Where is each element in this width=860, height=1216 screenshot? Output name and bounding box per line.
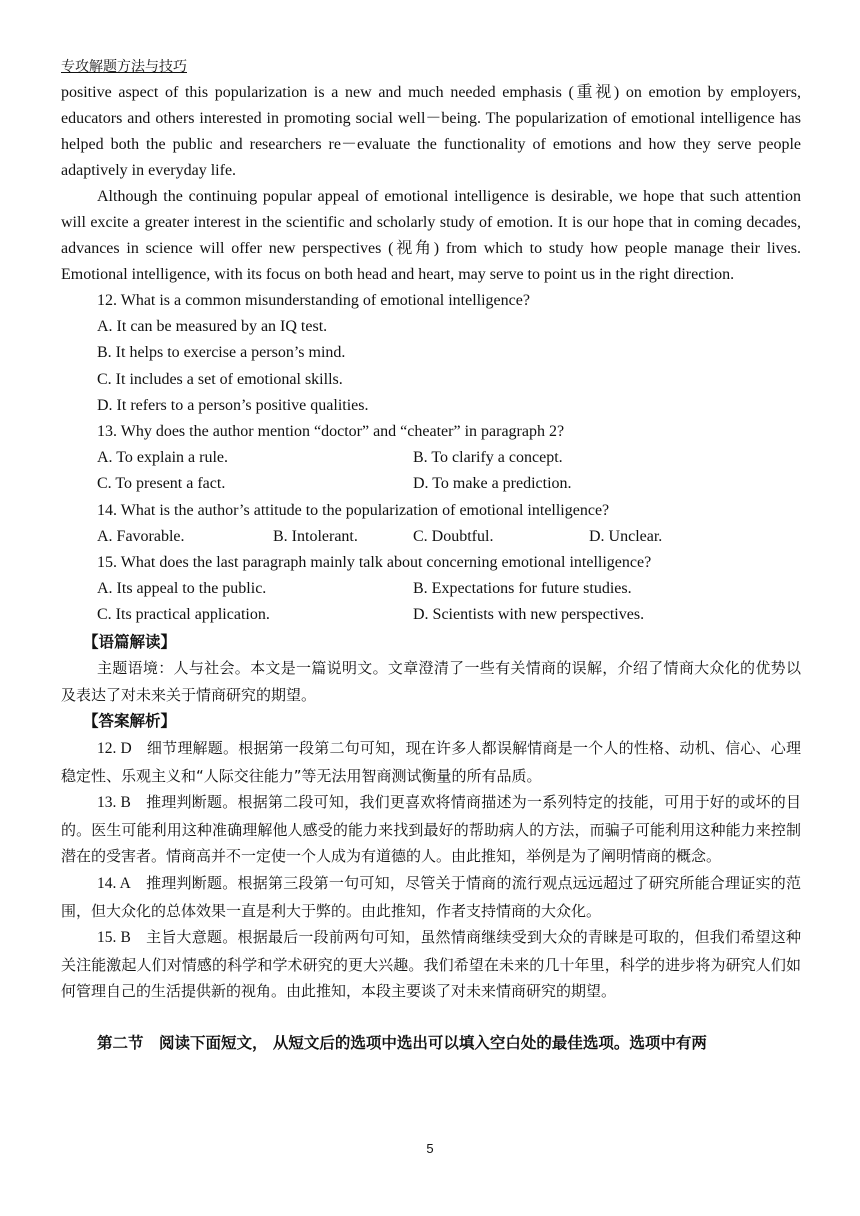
question-option: A. Favorable. bbox=[97, 527, 185, 545]
option-row bbox=[61, 524, 801, 550]
page-number: 5 bbox=[426, 1141, 434, 1156]
page-header: 专攻解题方法与技巧 bbox=[61, 59, 187, 75]
section-heading: 第二节 阅读下面短文， 从短文后的选项中选出可以填入空白处的最佳选项。选项中有两 bbox=[97, 1033, 707, 1052]
question-option: C. Its practical application. bbox=[97, 606, 270, 624]
answer-text: 主旨大意题。根据最后一段前两句可知，虽然情商继续受到大众的青睐是可取的，但我们希望这种关注能激起人们对情感的科学和学术研究的更大兴趣。我们希望在未来的几十年里，科学的进步将为研究人们如何管理自己的生活提供新的视角。由此推知，本段主要谈了对未来情商研究的期望。 bbox=[61, 928, 801, 1001]
passage-paragraph: positive aspect of this popularization is a new and much needed emphasis (重视) on emotion by employers, educators and others interested in promoting social well－being. The popularization of emotional intelligence has helped both the public and researchers re－evaluate the functionality of emotions and how they serve people adaptively in everyday life. bbox=[61, 84, 801, 179]
question-option: A. To explain a rule. bbox=[97, 449, 228, 467]
question-option: C. To present a fact. bbox=[97, 475, 226, 493]
question-option: C. Doubtful. bbox=[413, 527, 494, 545]
question-stem: 14. What is the author’s attitude to the popularization of emotional intelligence? bbox=[97, 501, 610, 519]
question-option: B. Expectations for future studies. bbox=[413, 580, 632, 598]
question-option: D. To make a prediction. bbox=[413, 475, 572, 493]
option-row bbox=[61, 576, 801, 602]
question-option: D. Scientists with new perspectives. bbox=[413, 606, 645, 624]
answer-explanation bbox=[61, 924, 801, 1005]
answer-text: 推理判断题。根据第二段可知，我们更喜欢将情商描述为一系列特定的技能，可用于好的或坏的目的。医生可能利用这种准确理解他人感受的能力来找到最好的帮助病人的方法，而骗子可能利用这种能力来控制潜在的受害者。情商高并不一定使一个人成为有道德的人。由此推知，举例是为了阐明情商的概念。 bbox=[61, 793, 801, 866]
option-row bbox=[61, 602, 801, 628]
spacer bbox=[61, 1005, 801, 1030]
answer-explanation bbox=[61, 735, 801, 789]
question-stem: 15. What does the last paragraph mainly talk about concerning emotional intelligence? bbox=[97, 554, 652, 572]
option-row bbox=[61, 445, 801, 471]
answer-text: 推理判断题。根据第三段第一句可知，尽管关于情商的流行观点远远超过了研究所能合理证实的范围，但大众化的总体效果一直是利大于弊的。由此推知，作者支持情商的大众化。 bbox=[61, 873, 801, 920]
question-stem: 13. Why does the author mention “doctor” and “cheater” in paragraph 2? bbox=[97, 423, 565, 441]
reading-heading: 【语篇解读】 bbox=[83, 632, 177, 651]
question-option: A. It can be measured by an IQ test. bbox=[97, 318, 328, 336]
reading-summary: 主题语境：人与社会。本文是一篇说明文。文章澄清了一些有关情商的误解，介绍了情商大众化的优势以及表达了对未来关于情商研究的期望。 bbox=[61, 659, 801, 704]
answer-label: 13. B bbox=[97, 794, 131, 812]
answer-label: 12. D bbox=[97, 740, 132, 758]
question-option: B. It helps to exercise a person’s mind. bbox=[97, 344, 346, 362]
answer-explanation bbox=[61, 789, 801, 870]
passage-paragraph: Although the continuing popular appeal of emotional intelligence is desirable, we hope that such attention will excite a greater interest in the scientific and scholarly study of emotion. It is our hope that in coming decades, advances in science will offer new perspectives (视角) from which to study how people manage their lives. Emotional intelligence, with its focus on both head and heart, may serve to point us in the right direction. bbox=[61, 188, 801, 283]
question-option: B. To clarify a concept. bbox=[413, 449, 563, 467]
question-option: D. It refers to a person’s positive qualities. bbox=[97, 396, 369, 414]
question-option: D. Unclear. bbox=[589, 527, 663, 545]
question-stem: 12. What is a common misunderstanding of emotional intelligence? bbox=[97, 292, 530, 309]
document-page bbox=[61, 56, 801, 1056]
question-option: A. Its appeal to the public. bbox=[97, 580, 267, 598]
answer-text: 细节理解题。根据第一段第二句可知，现在许多人都误解情商是一个人的性格、动机、信心、心理稳定性、乐观主义和“人际交往能力”等无法用智商测试衡量的所有品质。 bbox=[61, 739, 801, 785]
answer-label: 14. A bbox=[97, 874, 131, 892]
answer-heading: 【答案解析】 bbox=[83, 712, 177, 731]
question-option: B. Intolerant. bbox=[273, 527, 358, 545]
question-option: C. It includes a set of emotional skills. bbox=[97, 370, 343, 388]
answer-explanation bbox=[61, 870, 801, 924]
answer-label: 15. B bbox=[97, 929, 131, 947]
option-row bbox=[61, 471, 801, 497]
